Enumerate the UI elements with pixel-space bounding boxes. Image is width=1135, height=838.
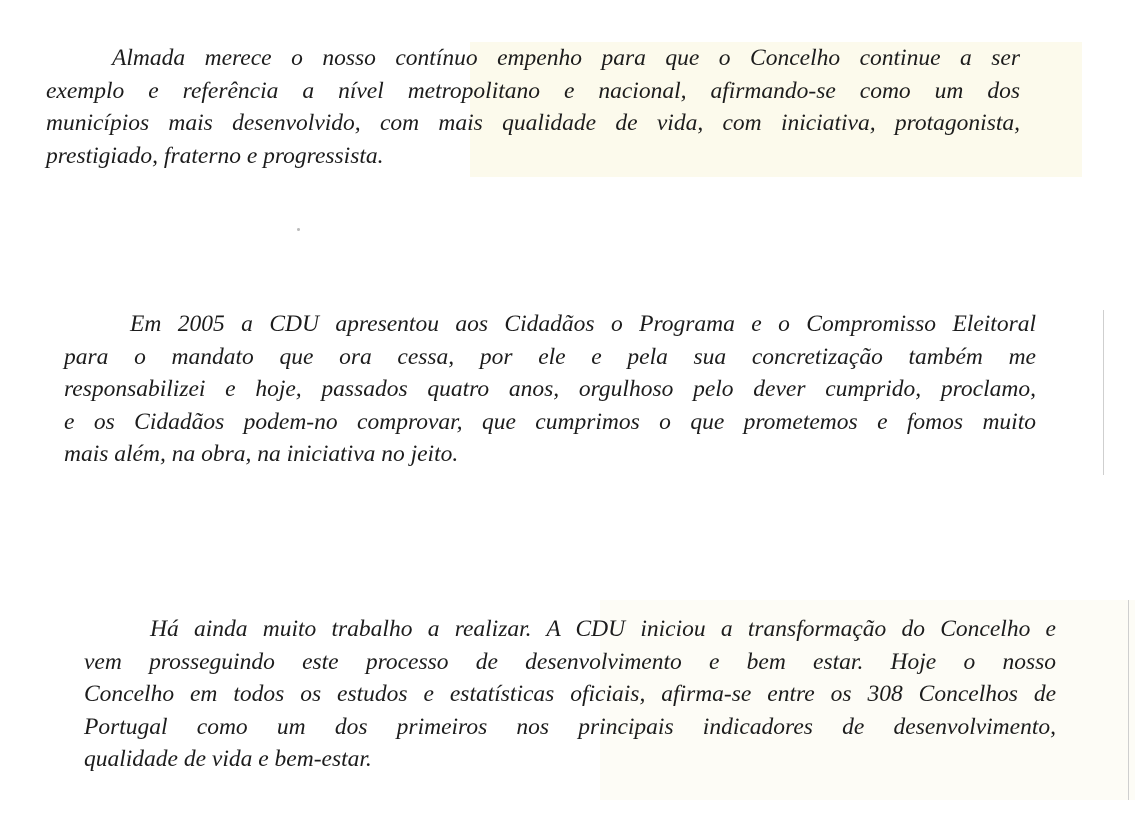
scan-edge [1103,310,1104,475]
text-line: prestigiado, fraterno e progressista. [46,142,384,169]
paragraph-2 [64,308,1036,471]
text-line: qualidade de vida e bem-estar. [84,746,372,772]
text-line: e os Cidadãos podem-no comprovar, que cumprimos o que prometemos e fomos muito [64,408,1036,435]
text-line: Há ainda muito trabalho a realizar. A CDU iniciou a transformação do Concelho e [150,616,1056,642]
text-line: Concelho em todos os estudos e estatísticas oficiais, afirma-se entre os 308 Concelhos de [84,681,1056,707]
text-line: para o mandato que ora cessa, por ele e pela sua concretização também me [64,343,1036,370]
text-line: vem prosseguindo este processo de desenvolvimento e bem estar. Hoje o nosso [84,648,1056,675]
text-line: mais além, na obra, na iniciativa no jeito. [64,441,459,467]
paragraph-1 [46,42,1020,172]
text-line: responsabilizei e hoje, passados quatro anos, orgulhoso pelo dever cumprido, proclamo, [64,376,1036,402]
scan-speck [297,228,300,231]
paragraph-3 [84,613,1056,776]
text-line: exemplo e referência a nível metropolitano e nacional, afirmando-se como um dos [46,77,1020,104]
text-line: Almada merece o nosso contínuo empenho para que o Concelho continue a ser [112,45,1020,71]
text-line: municípios mais desenvolvido, com mais qualidade de vida, com iniciativa, protagonista, [46,110,1020,136]
scan-edge [1128,600,1129,800]
text-line: Em 2005 a CDU apresentou aos Cidadãos o Programa e o Compromisso Eleitoral [130,311,1036,337]
text-line: Portugal como um dos primeiros nos principais indicadores de desenvolvimento, [84,713,1056,740]
